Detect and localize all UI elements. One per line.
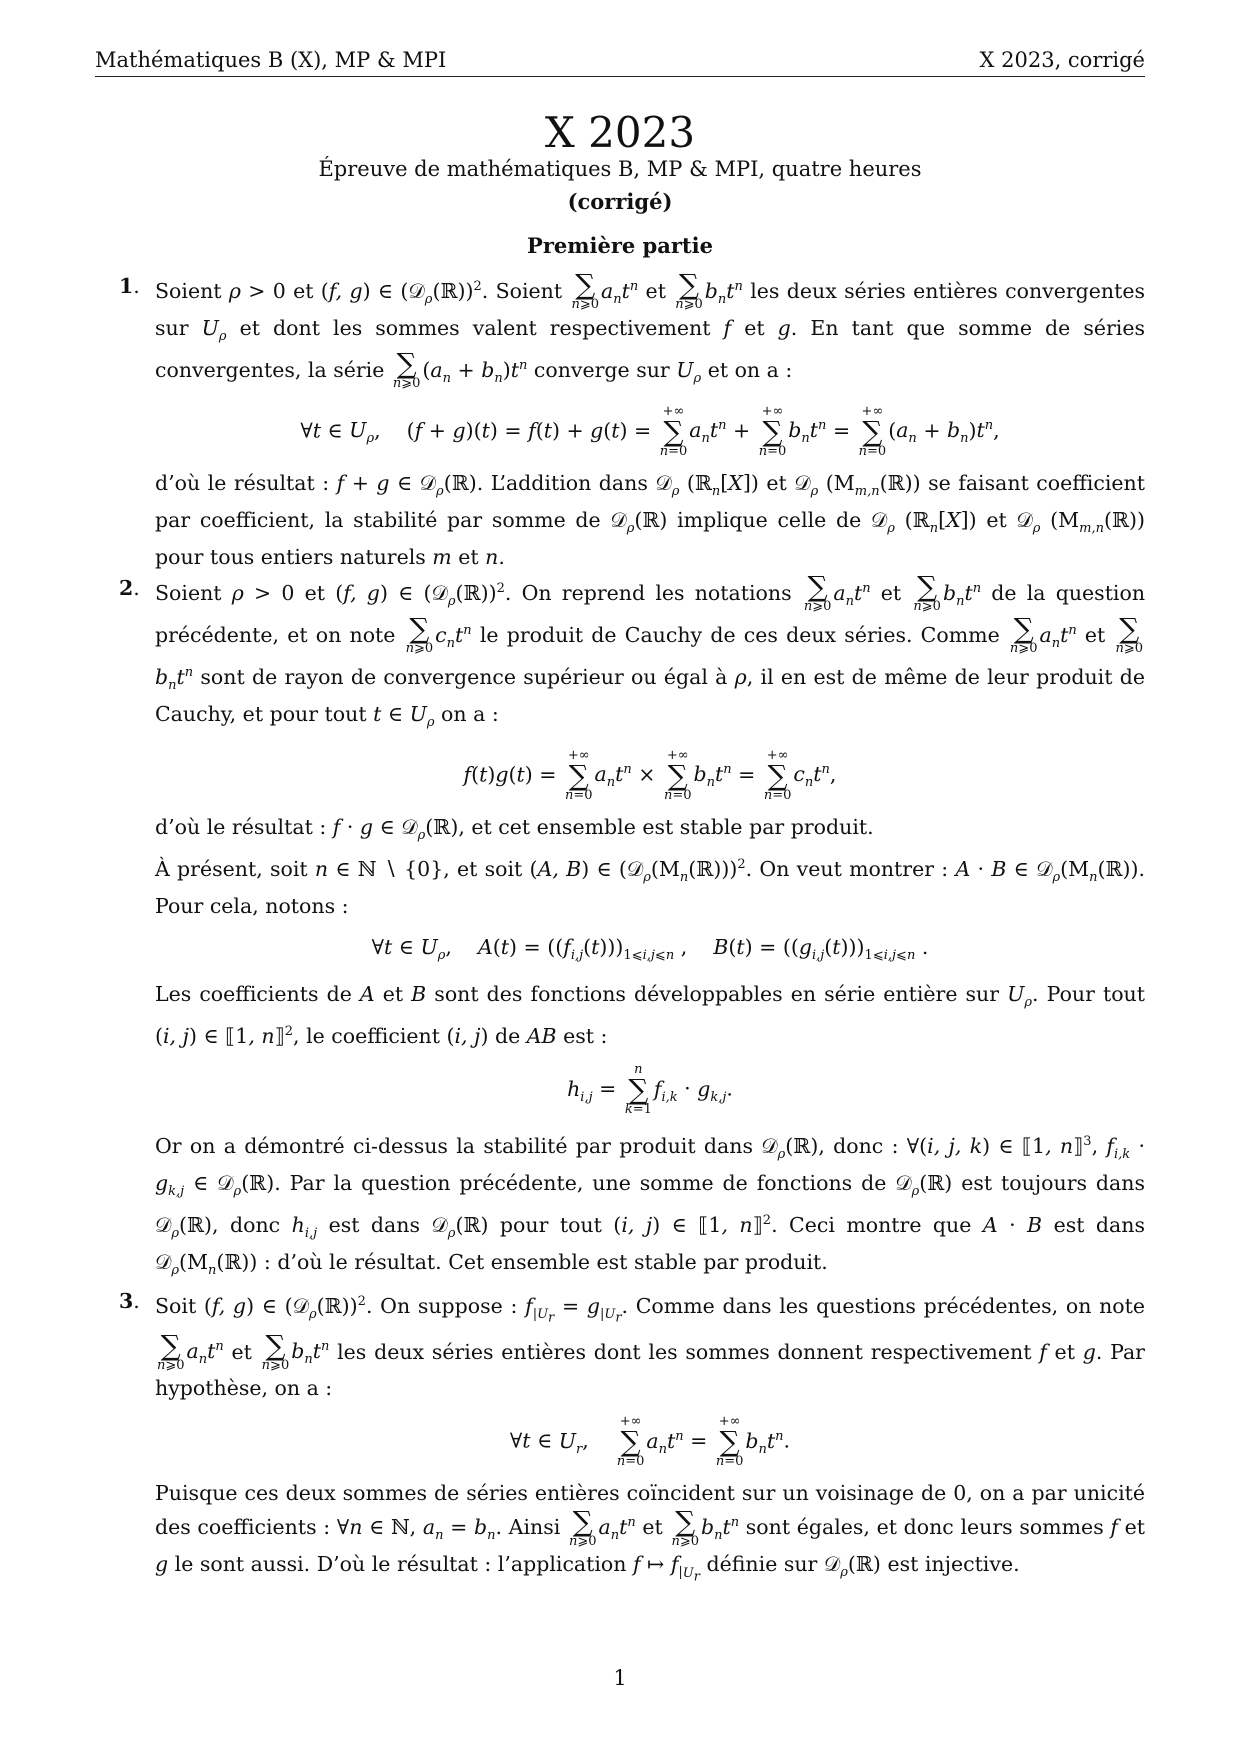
equation: ∀t ∈ $U_\rho$, (f + g)(t) = f(t) + g(t) = +∞ ∑ n=0 $a_nt^n$ + +∞ ∑ n=0 $b_nt^n$ = +∞ ∑ n=0 $(a_n + b_n)t^n$, bbox=[300, 403, 1000, 459]
paragraph: Soient ρ > 0 et (f, g) ∈ (𝒟$_\rho$(ℝ))$^2$. On reprend les notations ∑ n⩾0 $a_nt^n$ et ∑ n⩾0 $b_nt^n$ de la question précédente, et on note ∑ n⩾0 $c_nt^n$ le produit de Cauchy de ces deux séries. Comme ∑ n⩾0 $a_nt^n$ et ∑ n⩾0 $b_nt^n$ sont de rayon de convergence supérieur ou égal à ρ, il en est de même de leur produit de Cauchy, et pour tout t ∈ $U_\rho$ on a : bbox=[155, 570, 1146, 730]
paragraph: Les coefficients de A et B sont des fonctions développables en série entière sur $U_\rho$. Pour tout (i, j) ∈ ⟦1, n⟧$^2$, le coefficient (i, j) de AB est : bbox=[155, 982, 1145, 1049]
paragraph: À présent, soit n ∈ ℕ ∖ {0}, et soit (A, B) ∈ $(𝒟_\rho(M_n(ℝ)))^2$. On veut montrer : A · B ∈ $𝒟_\rho(M_n(ℝ))$. Pour cela, notons : bbox=[155, 856, 1146, 918]
corrige-label: (corrigé) bbox=[567, 189, 673, 214]
document-title: X 2023 bbox=[544, 108, 696, 157]
paragraph: Soit (f, g) ∈ (𝒟$_\rho$(ℝ))$^2$. On suppose : $f_{|U_r} = g_{|U_r}$. Comme dans les questions précédentes, on note ∑ n⩾0 $a_nt^n$ et ∑ n⩾0 $b_nt^n$ les deux séries entières dont les sommes donnent respectivement f et g. Par hypothèse, on a : bbox=[155, 1293, 1146, 1401]
question-1 bbox=[95, 268, 1146, 572]
header-right: X 2023, corrigé bbox=[979, 48, 1145, 72]
part-title: Première partie bbox=[527, 233, 713, 258]
paragraph: d’où le résultat : f · g ∈ 𝒟$_\rho$(ℝ), et cet ensemble est stable par produit. bbox=[155, 814, 874, 844]
running-header bbox=[95, 40, 1145, 77]
question-number: 1 . bbox=[119, 272, 140, 301]
equation: f(t)g(t) = +∞ ∑ n=0 $a_nt^n$ × +∞ ∑ n=0 $b_nt^n$ = +∞ ∑ n=0 $c_nt^n$, bbox=[463, 747, 837, 803]
question-number: 2 . bbox=[119, 574, 140, 603]
question-2 bbox=[95, 570, 1146, 1285]
question-3 bbox=[95, 1287, 1145, 1591]
page-number: 1 bbox=[613, 1666, 627, 1690]
equation: ∀t ∈ $U_r$, +∞ ∑ n=0 $a_nt^n$ = +∞ ∑ n=0 $b_nt^n$. bbox=[509, 1414, 791, 1470]
content bbox=[95, 268, 1146, 1593]
paragraph: Puisque ces deux sommes de séries entières coïncident sur un voisinage de 0, on a par unicité des coefficients : ∀n ∈ ℕ, $a_n = b_n$. Ainsi ∑ n⩾0 $a_nt^n$ et ∑ n⩾0 $b_nt^n$ sont égales, et donc leurs sommes f et g le sont aussi. D’où le résultat : l’application f ↦ $f_{|U_r}$ définie sur 𝒟$_\rho$(ℝ) est injective. bbox=[155, 1481, 1145, 1585]
paragraph: Or on a démontré ci-dessus la stabilité par produit dans 𝒟$_\rho$(ℝ), donc : ∀(i, j, k) ∈ ⟦1, n⟧$^3$, $f_{i,k} \cdot g_{k,j}$ ∈ 𝒟$_\rho$(ℝ). Par la question précédente, une somme de fonctions de 𝒟$_\rho$(ℝ) est toujours dans 𝒟$_\rho$(ℝ), donc $h_{i,j}$ est dans 𝒟$_\rho$(ℝ) pour tout (i, j) ∈ ⟦1, n⟧$^2$. Ceci montre que A · B est dans $𝒟_\rho(M_n(ℝ))$ : d’où le résultat. Cet ensemble est stable par produit. bbox=[155, 1133, 1145, 1279]
paragraph: d’où le résultat : f + g ∈ 𝒟$_\rho$(ℝ). L’addition dans 𝒟$_\rho$ (ℝ$_n$[X]) et 𝒟$_\rho$ $(M_{m,n}(ℝ))$ se faisant coefficient par coefficient, la stabilité par somme de 𝒟$_\rho$(ℝ) implique celle de 𝒟$_\rho$ (ℝ$_n$[X]) et 𝒟$_\rho$ $(M_{m,n}(ℝ))$ pour tous entiers naturels m et n. bbox=[155, 470, 1145, 570]
paragraph: Soient ρ > 0 et (f, g) ∈ (𝒟$_\rho$(ℝ))$^2$. Soient ∑ n⩾0 $a_nt^n$ et ∑ n⩾0 $b_nt^n$ les deux séries entières convergentes sur $U_\rho$ et dont les sommes valent respectivement f et g. En tant que somme de séries convergentes, la série ∑ n⩾0 $(a_n + b_n)t^n$ converge sur $U_\rho$ et on a : bbox=[155, 268, 1146, 392]
header-left: Mathématiques B (X), MP & MPI bbox=[95, 48, 447, 72]
document-subtitle: Épreuve de mathématiques B, MP & MPI, quatre heures bbox=[318, 157, 922, 181]
equation: $h_{i,j}$ = n ∑ k=1 $f_{i,k} \cdot g_{k,j}$. bbox=[567, 1062, 733, 1118]
equation: ∀t ∈ $U_\rho$, $A(t) = ((f_{i,j}(t)))_{1⩽i,j⩽n}$ , $B(t) = ((g_{i,j}(t)))_{1⩽i,j⩽n}$ . bbox=[371, 935, 929, 964]
question-number: 3 . bbox=[119, 1287, 140, 1316]
